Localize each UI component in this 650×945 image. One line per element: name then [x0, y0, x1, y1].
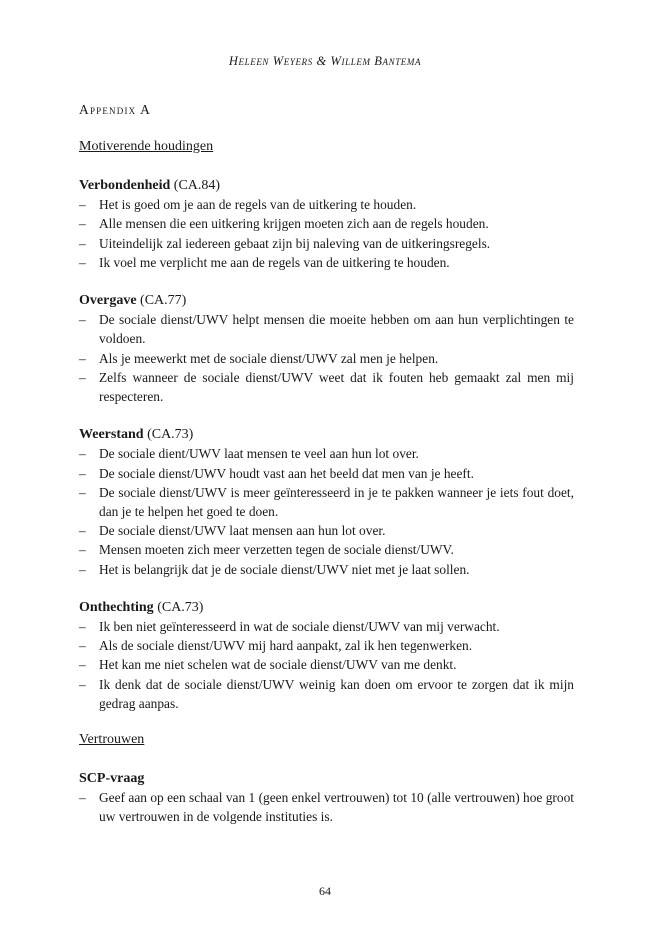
- list-item: – Als je meewerkt met de sociale dienst/UWV zal men je helpen.: [79, 349, 574, 368]
- item-list: [79, 444, 574, 578]
- block-code: (CA.73): [153, 599, 204, 615]
- appendix-title: Appendix A: [79, 102, 152, 117]
- block-heading: [79, 176, 574, 195]
- block-code: (CA.84): [170, 178, 221, 193]
- block-name: Weerstand: [79, 427, 144, 443]
- block-name: Overgave: [79, 293, 137, 309]
- block-name: Onthechting: [79, 599, 154, 615]
- block-onthechting: [79, 598, 574, 713]
- item-list: [79, 195, 574, 272]
- list-item: – Mensen moeten zich meer verzetten tegen de sociale dienst/UWV.: [79, 540, 574, 559]
- block-heading: [79, 425, 574, 444]
- block-weerstand: [79, 425, 574, 579]
- section-title-motiverende: Motiverende houdingen: [79, 139, 214, 154]
- block-name: Verbondenheid: [79, 178, 171, 193]
- page-number: 64: [319, 884, 331, 898]
- block-overgave: [79, 291, 574, 406]
- list-item: – De sociale dient/UWV laat mensen te veel aan hun lot over.: [79, 444, 574, 463]
- list-item: – Alle mensen die een uitkering krijgen moeten zich aan de regels houden.: [79, 214, 574, 233]
- list-item: – Ik ben niet geïnteresseerd in wat de sociale dienst/UWV van mij verwacht.: [79, 617, 574, 636]
- list-item: – De sociale dienst/UWV is meer geïnteresseerd in je te pakken wanneer je iets fout doet, dan je te helpen het goed te doen.: [79, 483, 574, 521]
- item-list: [79, 617, 574, 713]
- list-item: – De sociale dienst/UWV houdt vast aan het beeld dat men van je heeft.: [79, 464, 574, 483]
- list-item: – Het kan me niet schelen wat de sociale dienst/UWV van me denkt.: [79, 655, 574, 674]
- list-item: – Ik denk dat de sociale dienst/UWV weinig kan doen om ervoor te zorgen dat ik mijn gedrag aanpas.: [79, 675, 574, 713]
- item-list: [79, 788, 574, 826]
- running-header: Heleen Weyers & Willem Bantema: [228, 54, 422, 68]
- block-heading: [79, 291, 574, 310]
- section-title-vertrouwen: Vertrouwen: [79, 732, 145, 748]
- list-item: – Als de sociale dienst/UWV mij hard aanpakt, zal ik hen tegenwerken.: [79, 636, 574, 655]
- list-item: – Het is belangrijk dat je de sociale dienst/UWV niet met je laat sollen.: [79, 560, 574, 579]
- page-content: [79, 100, 574, 827]
- block-heading: [79, 598, 574, 617]
- list-item: – Geef aan op een schaal van 1 (geen enkel vertrouwen) tot 10 (alle vertrouwen) hoe groot uw vertrouwen in de volgende instituties is.: [79, 788, 574, 826]
- list-item: – Zelfs wanneer de sociale dienst/UWV weet dat ik fouten heb gemaakt zal men mij respecteren.: [79, 368, 574, 406]
- block-code: (CA.73): [143, 427, 194, 443]
- list-item: – Ik voel me verplicht me aan de regels van de uitkering te houden.: [79, 253, 574, 272]
- block-name: SCP-vraag: [79, 771, 145, 787]
- list-item: – De sociale dienst/UWV helpt mensen die moeite hebben om aan hun verplichtingen te voldoen.: [79, 310, 574, 348]
- list-item: – De sociale dienst/UWV laat mensen aan hun lot over.: [79, 521, 574, 540]
- block-code: (CA.77): [136, 293, 187, 309]
- list-item: – Het is goed om je aan de regels van de uitkering te houden.: [79, 195, 574, 214]
- block-heading: [79, 769, 574, 788]
- block-verbondenheid: [79, 176, 574, 272]
- item-list: [79, 310, 574, 406]
- block-scp-vraag: [79, 769, 574, 827]
- list-item: – Uiteindelijk zal iedereen gebaat zijn bij naleving van de uitkeringsregels.: [79, 234, 574, 253]
